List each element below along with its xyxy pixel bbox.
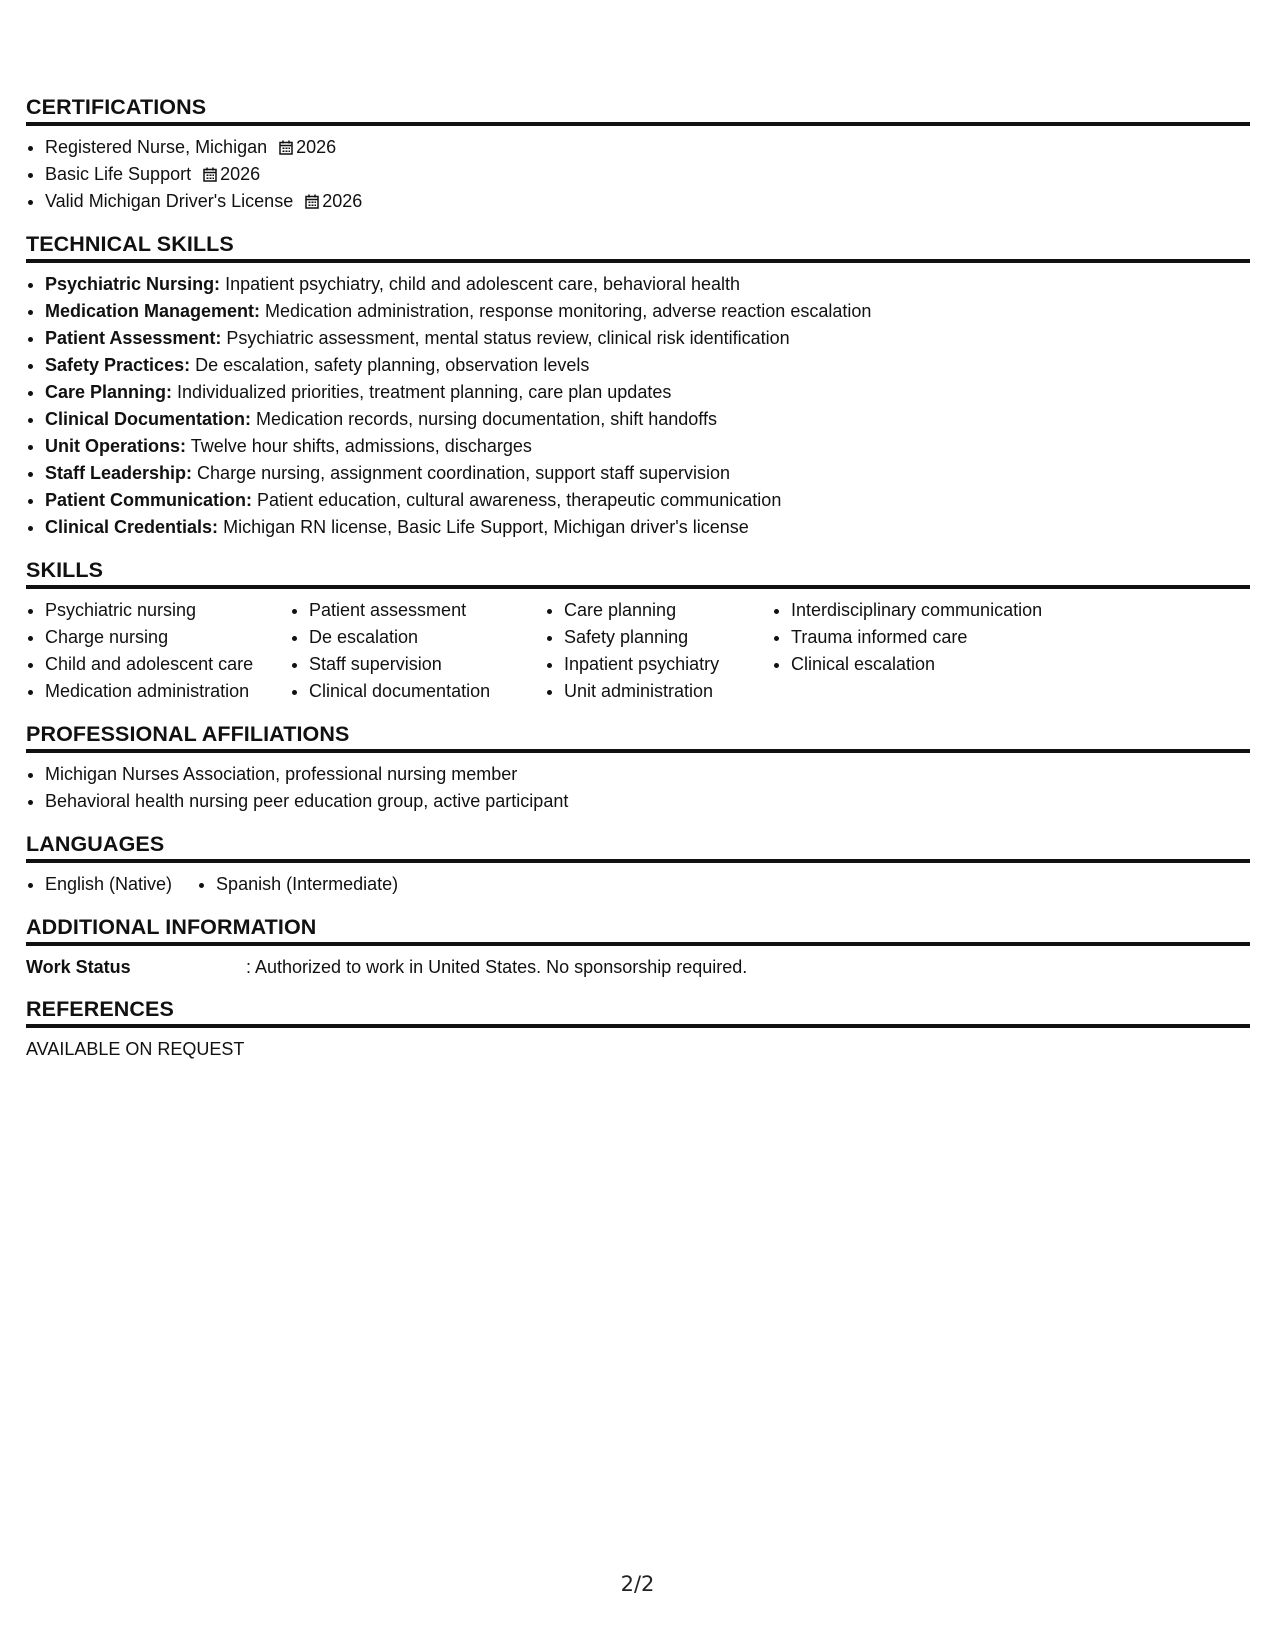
certifications-list [26,134,1250,215]
list-item: • Clinical documentation [309,678,545,705]
work-status-label: Work Status [26,957,131,977]
technical-skills-list [26,271,1250,541]
certification-year: 2026 [296,137,337,157]
list-item [45,433,1250,460]
skill-label: Patient Communication: [45,490,253,510]
list-item: • Michigan Nurses Association, professional nursing member [45,761,1250,788]
skill-label: Unit Operations: [45,436,187,456]
work-status-value: : Authorized to work in United States. No sponsorship required. [246,957,748,977]
certification-year: 2026 [220,164,261,184]
skill-text: Medication records, nursing documentation, shift handoffs [256,409,717,429]
section-title: ADDITIONAL INFORMATION [26,914,1250,946]
list-item: • Safety planning [564,624,772,651]
list-item [45,325,1250,352]
section-title: REFERENCES [26,996,1250,1028]
section-title: SKILLS [26,557,1250,589]
list-item: • Staff supervision [309,651,545,678]
skill-text: Medication administration, response monitoring, adverse reaction escalation [265,301,872,321]
section-title: TECHNICAL SKILLS [26,231,1250,263]
skill-text: Inpatient psychiatry, child and adolescent care, behavioral health [225,274,741,294]
list-item: • Charge nursing [45,624,290,651]
certification-name: Basic Life Support [45,164,192,184]
list-item: • Trauma informed care [791,624,1091,651]
additional-info-section [26,914,1250,980]
skill-label: Psychiatric Nursing: [45,274,221,294]
list-item [45,487,1250,514]
section-title: LANGUAGES [26,831,1250,863]
skill-label: Care Planning: [45,382,173,402]
languages-list [26,871,1250,898]
list-item [45,134,1250,161]
languages-section [26,831,1250,898]
list-item: • Interdisciplinary communication [791,597,1091,624]
list-item: • Child and adolescent care [45,651,290,678]
affiliations-list [26,761,1250,815]
list-item [45,161,1250,188]
list-item [45,406,1250,433]
list-item: • Behavioral health nursing peer education group, active participant [45,788,1250,815]
list-item: • Psychiatric nursing [45,597,290,624]
list-item [45,514,1250,541]
list-item [45,460,1250,487]
skills-section [26,557,1250,705]
list-item: • De escalation [309,624,545,651]
list-item: • Clinical escalation [791,651,1091,678]
certification-name: Valid Michigan Driver's License [45,191,294,211]
list-item: • Patient assessment [309,597,545,624]
skills-column [290,597,545,705]
skills-column [772,597,1091,705]
skill-label: Patient Assessment: [45,328,222,348]
skills-grid [26,597,1250,705]
list-item: • English (Native) [45,871,172,898]
list-item: • Inpatient psychiatry [564,651,772,678]
skill-text: De escalation, safety planning, observation levels [195,355,590,375]
skill-text: Patient education, cultural awareness, therapeutic communication [257,490,782,510]
calendar-icon [279,136,293,151]
skill-text: Twelve hour shifts, admissions, discharges [190,436,532,456]
list-item: • Medication administration [45,678,290,705]
section-title: PROFESSIONAL AFFILIATIONS [26,721,1250,753]
list-item [45,352,1250,379]
list-item [45,379,1250,406]
certification-name: Registered Nurse, Michigan [45,137,268,157]
skill-label: Staff Leadership: [45,463,193,483]
list-item: • Spanish (Intermediate) [216,871,398,898]
resume-page [26,94,1250,1078]
section-title: CERTIFICATIONS [26,94,1250,126]
calendar-icon [305,190,319,205]
list-item: • Care planning [564,597,772,624]
skill-text: Individualized priorities, treatment planning, care plan updates [177,382,672,402]
skill-text: Charge nursing, assignment coordination, support staff supervision [197,463,731,483]
skill-label: Clinical Documentation: [45,409,252,429]
skills-column [545,597,772,705]
skill-label: Medication Management: [45,301,261,321]
certifications-section [26,94,1250,215]
list-item [45,188,1250,215]
affiliations-section [26,721,1250,815]
certification-year: 2026 [322,191,363,211]
skill-label: Safety Practices: [45,355,191,375]
skills-column [26,597,290,705]
list-item: • Unit administration [564,678,772,705]
page-number: 2/2 [620,1572,655,1596]
references-text: AVAILABLE ON REQUEST [26,1039,245,1059]
list-item [45,271,1250,298]
references-section [26,996,1250,1062]
skill-label: Clinical Credentials: [45,517,219,537]
technical-skills-section [26,231,1250,541]
list-item [45,298,1250,325]
skill-text: Michigan RN license, Basic Life Support, Michigan driver's license [223,517,749,537]
skill-text: Psychiatric assessment, mental status review, clinical risk identification [226,328,790,348]
calendar-icon [203,163,217,178]
work-status-row [26,954,1250,980]
